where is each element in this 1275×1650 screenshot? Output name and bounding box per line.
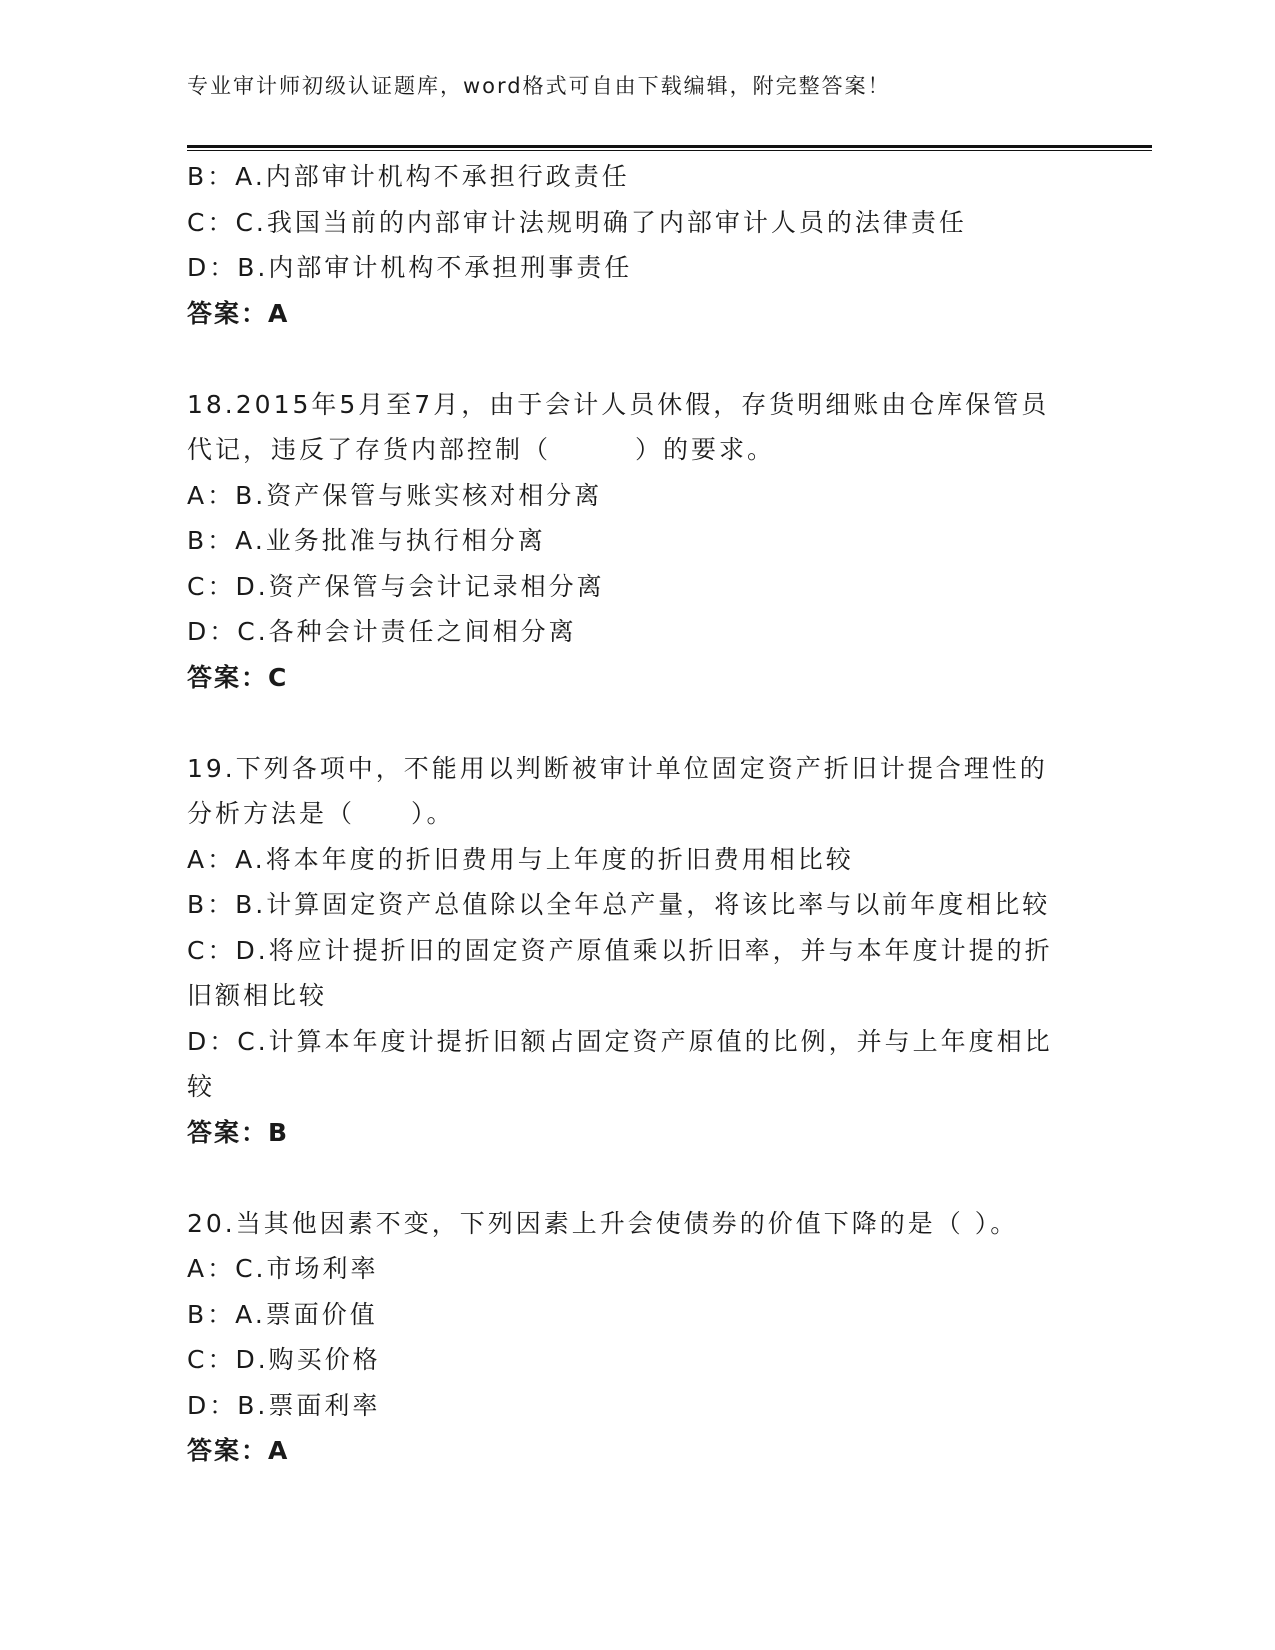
option-line: D：C.各种会计责任之间相分离 xyxy=(187,617,577,646)
question-stem: 分析方法是（ ）。 xyxy=(187,799,455,828)
option-line: C：D.购买价格 xyxy=(187,1345,381,1374)
answer-line xyxy=(187,1110,1087,1156)
answer-line xyxy=(187,655,1087,701)
question-stem: 19.下列各项中，不能用以判断被审计单位固定资产折旧计提合理性的 xyxy=(187,753,1048,783)
option-line: B：A.内部审计机构不承担行政责任 xyxy=(187,162,630,191)
option-line-continued: 较 xyxy=(187,1072,216,1101)
page-header: 专业审计师初级认证题库，word格式可自由下载编辑，附完整答案！ xyxy=(187,74,891,98)
answer-line xyxy=(187,1428,1087,1474)
answer-label: 答案： xyxy=(187,1117,269,1147)
option-line: A：C.市场利率 xyxy=(187,1254,379,1283)
option-line: D：B.内部审计机构不承担刑事责任 xyxy=(187,253,633,282)
option-line: B：A.票面价值 xyxy=(187,1299,378,1329)
header-divider-thick xyxy=(187,145,1152,148)
option-line: B：A.业务批准与执行相分离 xyxy=(187,526,546,555)
answer-value: C xyxy=(268,662,287,692)
option-line: B：B.计算固定资产总值除以全年总产量，将该比率与以前年度相比较 xyxy=(187,890,1051,919)
header-divider-thin xyxy=(187,150,1152,151)
question-18 xyxy=(187,382,1087,701)
option-line: C：D.将应计提折旧的固定资产原值乘以折旧率，并与本年度计提的折 xyxy=(187,935,1053,965)
question-stem: 代记，违反了存货内部控制（ ）的要求。 xyxy=(187,435,776,464)
question-spacer xyxy=(187,336,1087,382)
answer-label: 答案： xyxy=(187,1436,269,1465)
question-20 xyxy=(187,1201,1087,1474)
question-fragment xyxy=(187,154,1087,336)
option-line: D：B.票面利率 xyxy=(187,1390,381,1420)
question-spacer xyxy=(187,700,1087,746)
question-19 xyxy=(187,746,1087,1156)
option-line: C：C.我国当前的内部审计法规明确了内部审计人员的法律责任 xyxy=(187,207,967,237)
header-divider xyxy=(187,145,1152,151)
answer-line xyxy=(187,291,1087,337)
answer-value: A xyxy=(268,298,288,328)
document-body xyxy=(187,154,1087,1474)
question-spacer xyxy=(187,1155,1087,1201)
option-line: C：D.资产保管与会计记录相分离 xyxy=(187,571,605,601)
answer-value: B xyxy=(268,1117,288,1147)
option-line-continued: 旧额相比较 xyxy=(187,981,328,1010)
question-stem: 18.2015年5月至7月，由于会计人员休假，存货明细账由仓库保管员 xyxy=(187,389,1050,419)
question-stem: 20.当其他因素不变，下列因素上升会使债券的价值下降的是（ ）。 xyxy=(187,1208,1019,1238)
option-line: A：A.将本年度的折旧费用与上年度的折旧费用相比较 xyxy=(187,844,854,874)
option-line: D：C.计算本年度计提折旧额占固定资产原值的比例，并与上年度相比 xyxy=(187,1026,1053,1056)
answer-label: 答案： xyxy=(187,298,269,328)
option-line: A：B.资产保管与账实核对相分离 xyxy=(187,480,603,510)
answer-label: 答案： xyxy=(187,662,269,692)
answer-value: A xyxy=(268,1436,288,1465)
